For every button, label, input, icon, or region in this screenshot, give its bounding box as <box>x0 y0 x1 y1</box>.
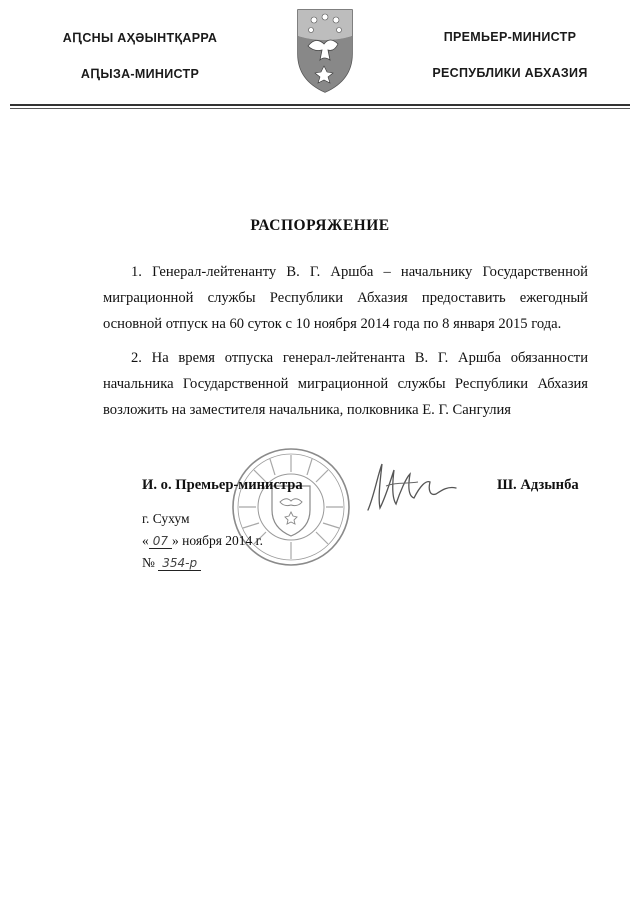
number-prefix: № <box>142 555 155 570</box>
header-rule <box>10 104 630 106</box>
date-prefix: « <box>142 533 149 548</box>
document-body <box>103 259 588 431</box>
number-value-handwritten: 354-р <box>158 556 201 571</box>
date-day-handwritten: 07 <box>149 534 172 549</box>
header-left-line1: АԤСНЫ АҲӘЫНТҚАРРА <box>62 31 218 45</box>
document-date <box>142 533 263 549</box>
handwritten-signature-icon <box>360 456 460 516</box>
official-seal-icon <box>230 446 352 568</box>
paragraph-1: 1. Генерал-лейтенанту В. Г. Аршба – начальнику Государственной миграционной службы Республики Абхазия предоставить ежегодный основной отпуск на 60 суток с 10 ноября 2014 года по 8 января 2015 года. <box>103 264 588 332</box>
document-number <box>142 555 201 571</box>
header-right-line2: РЕСПУБЛИКИ АБХАЗИЯ <box>432 66 588 80</box>
date-suffix: » ноября 2014 г. <box>172 533 264 548</box>
signatory-name: Ш. Адзынба <box>497 477 579 493</box>
document-place: г. Сухум <box>142 511 190 526</box>
paragraph-2: 2. На время отпуска генерал-лейтенанта В. Г. Аршба обязанности начальника Государственной миграционной службы Республики Абхазия возложить на заместителя начальника, полковника Е. Г. Сангулия <box>103 350 588 418</box>
coat-of-arms-icon <box>294 6 356 94</box>
header-rule-thin <box>10 108 630 109</box>
document-title: РАСПОРЯЖЕНИЕ <box>250 217 390 234</box>
signatory-position: И. о. Премьер-министра <box>142 477 303 493</box>
header-left-line2: АԤЫЗА-МИНИСТР <box>80 67 200 81</box>
header-right-line1: ПРЕМЬЕР-МИНИСТР <box>443 30 577 44</box>
